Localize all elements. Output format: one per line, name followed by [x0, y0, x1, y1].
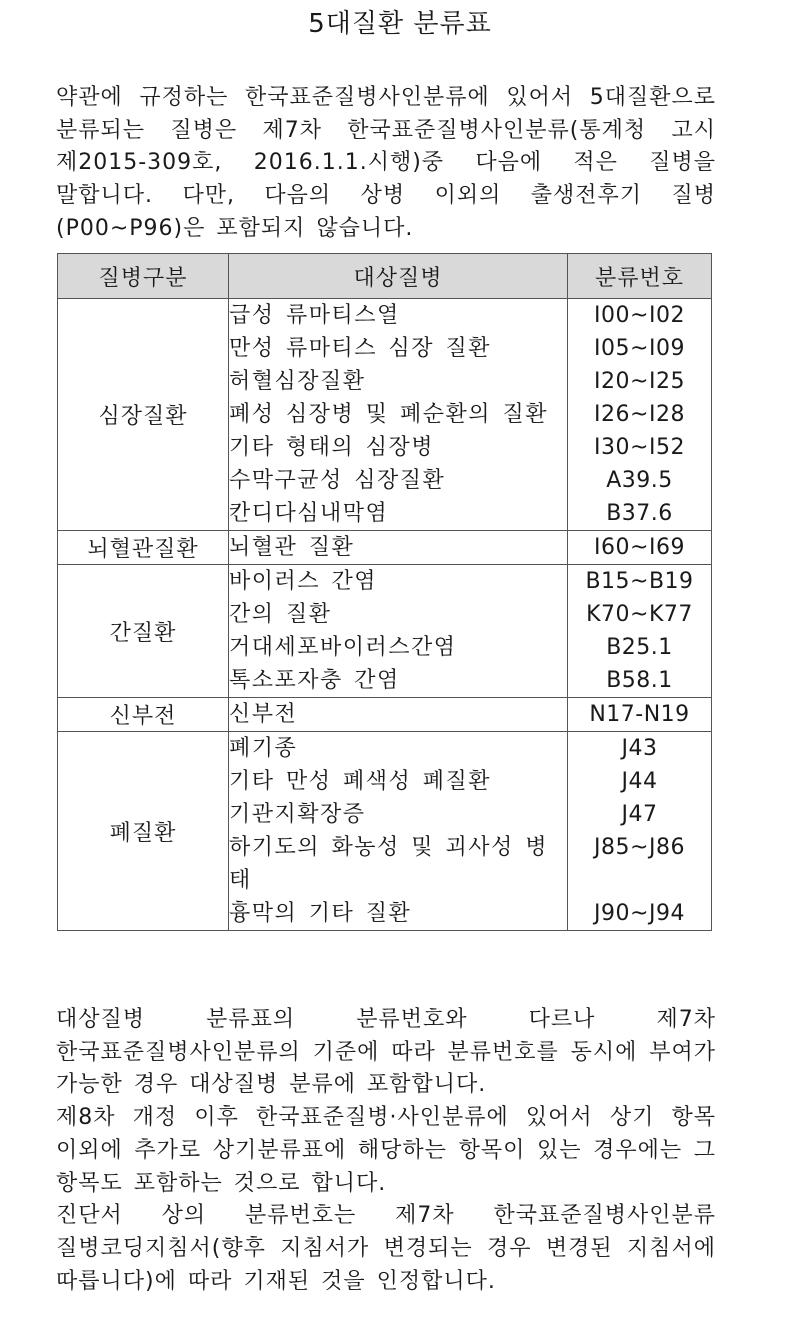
disease-name: 기관지확장증	[229, 802, 366, 827]
category-cell: 뇌혈관질환	[58, 531, 229, 565]
disease-name: 하기도의 화농성 및 괴사성 병태	[229, 835, 548, 893]
disease-name: 기타 만성 폐색성 폐질환	[229, 769, 492, 794]
disease-code: A39.5	[606, 468, 673, 493]
disease-name: 폐성 심장병 및 폐순환의 질환	[229, 402, 548, 427]
category-cell: 심장질환	[58, 299, 229, 531]
disease-list	[229, 531, 568, 565]
category-cell: 폐질환	[58, 732, 229, 931]
disease-list	[229, 732, 568, 931]
table-header-row	[58, 254, 712, 299]
footer-note: 제8차 개정 이후 한국표준질병·사인분류에 있어서 상기 항목 이외에 추가로 상기분류표에 해당하는 항목이 있는 경우에는 그 항목도 포함하는 것으로 합니다.	[56, 1105, 716, 1196]
disease-code: I60~I69	[594, 535, 685, 560]
header-disease: 대상질병	[229, 254, 568, 299]
disease-code: J47	[621, 802, 658, 827]
disease-code: I05~I09	[594, 336, 685, 361]
disease-name: 톡소포자충 간염	[229, 668, 400, 693]
disease-code: J43	[621, 736, 658, 761]
disease-name: 폐기종	[229, 736, 298, 761]
disease-list	[229, 299, 568, 531]
disease-code: B15~B19	[585, 569, 694, 594]
disease-name: 급성 류마티스열	[229, 303, 400, 328]
disease-list	[229, 565, 568, 698]
disease-code: B25.1	[606, 635, 673, 660]
disease-name: 뇌혈관 질환	[229, 535, 355, 560]
disease-name: 흉막의 기타 질환	[229, 901, 412, 926]
disease-name: 기타 형태의 심장병	[229, 435, 435, 460]
category-cell: 간질환	[58, 565, 229, 698]
footer-notes	[56, 1004, 716, 1298]
disease-code: B37.6	[606, 501, 673, 526]
disease-code: I30~I52	[594, 435, 685, 460]
code-list	[568, 299, 712, 531]
intro-paragraph: 약관에 규정하는 한국표준질병사인분류에 있어서 5대질환으로 분류되는 질병은 제7차 한국표준질병사인분류(통계청 고시 제2015-309호, 2016.1.1.시행)중 다음에 적은 질병을 말합니다. 다만, 다음의 상병 이외의 출생전후기 질병(P00~P96)은 포함되지 않습니다.	[56, 85, 716, 241]
code-list	[568, 565, 712, 698]
disease-code: N17-N19	[589, 702, 690, 727]
code-list	[568, 732, 712, 931]
table-row-cerebrovascular	[58, 531, 712, 565]
disease-code: J85~J86	[594, 835, 685, 860]
disease-classification-table	[57, 253, 712, 931]
disease-name: 수막구균성 심장질환	[229, 468, 446, 493]
document-title: 5대질환 분류표	[308, 9, 492, 39]
disease-code: I26~I28	[594, 402, 685, 427]
footer-note: 진단서 상의 분류번호는 제7차 한국표준질병사인분류 질병코딩지침서(향후 지침서가 변경되는 경우 변경된 지침서에 따릅니다)에 따라 기재된 것을 인정합니다.	[56, 1203, 716, 1294]
disease-list	[229, 698, 568, 732]
disease-code: I00~I02	[594, 303, 685, 328]
disease-name: 허혈심장질환	[229, 369, 366, 394]
table-row-lung	[58, 732, 712, 931]
table-row-heart	[58, 299, 712, 531]
disease-name: 바이러스 간염	[229, 569, 378, 594]
code-list	[568, 531, 712, 565]
header-code: 분류번호	[568, 254, 712, 299]
header-category: 질병구분	[58, 254, 229, 299]
disease-code: J90~J94	[594, 901, 685, 926]
disease-name: 만성 류마티스 심장 질환	[229, 336, 492, 361]
disease-name: 거대세포바이러스간염	[229, 635, 457, 660]
disease-name: 신부전	[229, 702, 298, 727]
table-row-liver	[58, 565, 712, 698]
disease-code: B58.1	[606, 668, 673, 693]
code-list	[568, 698, 712, 732]
disease-name: 칸디다심내막염	[229, 501, 389, 526]
disease-code: I20~I25	[594, 369, 685, 394]
disease-code: K70~K77	[586, 602, 693, 627]
disease-code: J44	[621, 769, 658, 794]
disease-name: 간의 질환	[229, 602, 332, 627]
footer-note: 대상질병 분류표의 분류번호와 다르나 제7차 한국표준질병사인분류의 기준에 따라 분류번호를 동시에 부여가 가능한 경우 대상질병 분류에 포함합니다.	[56, 1007, 716, 1098]
table-row-renal	[58, 698, 712, 732]
category-cell: 신부전	[58, 698, 229, 732]
